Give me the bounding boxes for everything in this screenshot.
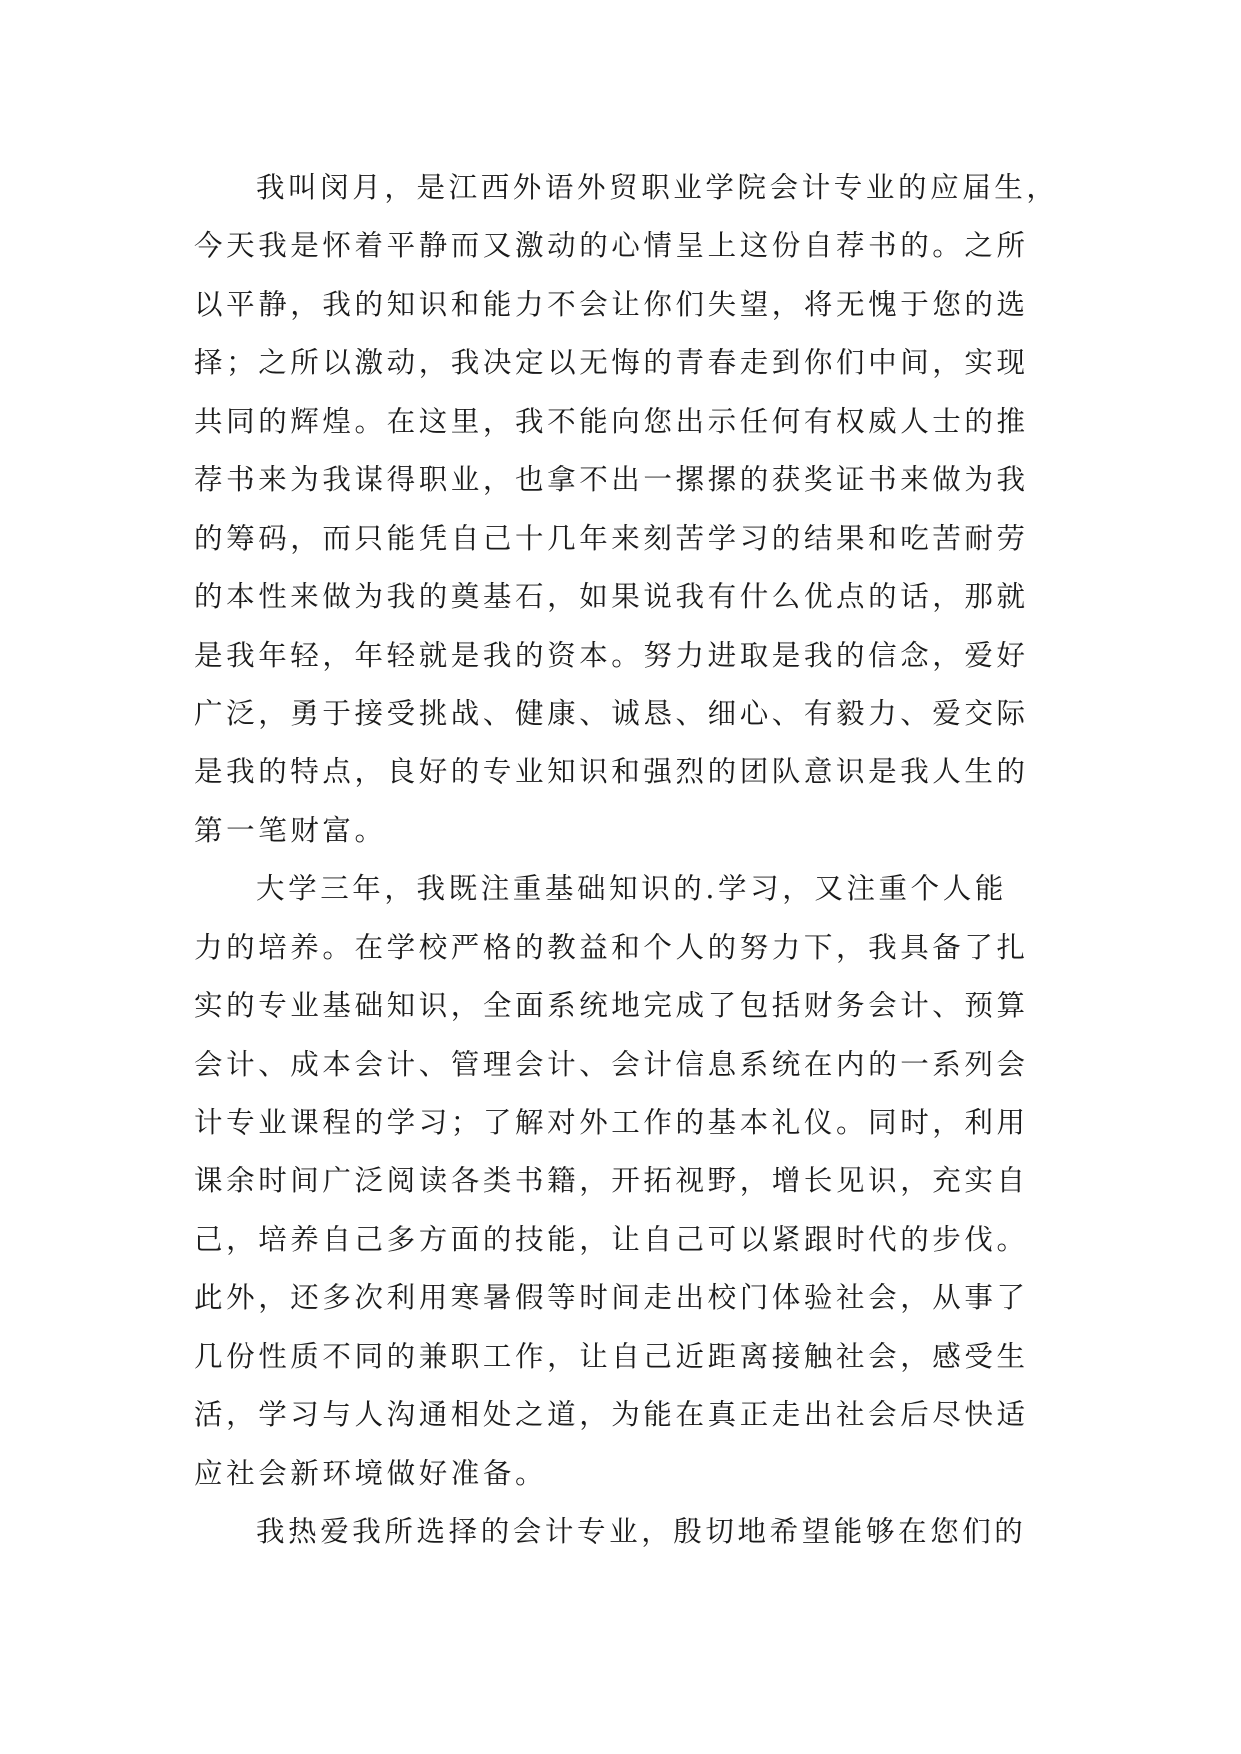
text-line: 以平静，我的知识和能力不会让你们失望，将无愧于您的选 bbox=[194, 287, 1029, 321]
text-line: 己，培养自己多方面的技能，让自己可以紧跟时代的步伐。 bbox=[194, 1222, 1029, 1256]
text-line: 会计、成本会计、管理会计、会计信息系统在内的一系列会 bbox=[194, 1047, 1029, 1081]
text-line: 力的培养。在学校严格的教益和个人的努力下，我具备了扎 bbox=[194, 930, 1029, 964]
text-line: 应社会新环境做好准备。 bbox=[194, 1456, 548, 1490]
text-line: 此外，还多次利用寒暑假等时间走出校门体验社会，从事了 bbox=[194, 1281, 1029, 1315]
text-line: 是我年轻，年轻就是我的资本。努力进取是我的信念，爱好 bbox=[194, 638, 1029, 672]
text-line: 实的专业基础知识，全面系统地完成了包括财务会计、预算 bbox=[194, 989, 1029, 1023]
document-body bbox=[194, 159, 1094, 1562]
text-line: 的筹码，而只能凭自己十几年来刻苦学习的结果和吃苦耐劳 bbox=[194, 521, 1029, 555]
text-line: 我叫闵月，是江西外语外贸职业学院会计专业的应届生， bbox=[256, 171, 1059, 204]
text-line: 活，学习与人沟通相处之道，为能在真正走出社会后尽快适 bbox=[194, 1398, 1029, 1432]
text-line: 择；之所以激动，我决定以无悔的青春走到你们中间，实现 bbox=[194, 346, 1029, 380]
text-line: 荐书来为我谋得职业，也拿不出一摞摞的获奖证书来做为我 bbox=[194, 463, 1029, 497]
text-line: 大学三年，我既注重基础知识的.学习，又注重个人能 bbox=[256, 872, 1007, 906]
text-line: 课余时间广泛阅读各类书籍，开拓视野，增长见识，充实自 bbox=[194, 1164, 1029, 1198]
text-line: 几份性质不同的兼职工作，让自己近距离接触社会，感受生 bbox=[194, 1339, 1029, 1373]
text-line: 我热爱我所选择的会计专业，殷切地希望能够在您们的 bbox=[256, 1515, 1027, 1549]
text-line: 广泛，勇于接受挑战、健康、诚恳、细心、有毅力、爱交际 bbox=[194, 696, 1029, 730]
text-line: 的本性来做为我的奠基石，如果说我有什么优点的话，那就 bbox=[194, 580, 1029, 614]
text-line: 第一笔财富。 bbox=[194, 813, 387, 847]
text-line: 共同的辉煌。在这里，我不能向您出示任何有权威人士的推 bbox=[194, 404, 1029, 438]
text-line: 是我的特点，良好的专业知识和强烈的团队意识是我人生的 bbox=[194, 755, 1029, 789]
text-line: 计专业课程的学习；了解对外工作的基本礼仪。同时，利用 bbox=[194, 1106, 1029, 1139]
text-line: 今天我是怀着平静而又激动的心情呈上这份自荐书的。之所 bbox=[194, 229, 1029, 263]
